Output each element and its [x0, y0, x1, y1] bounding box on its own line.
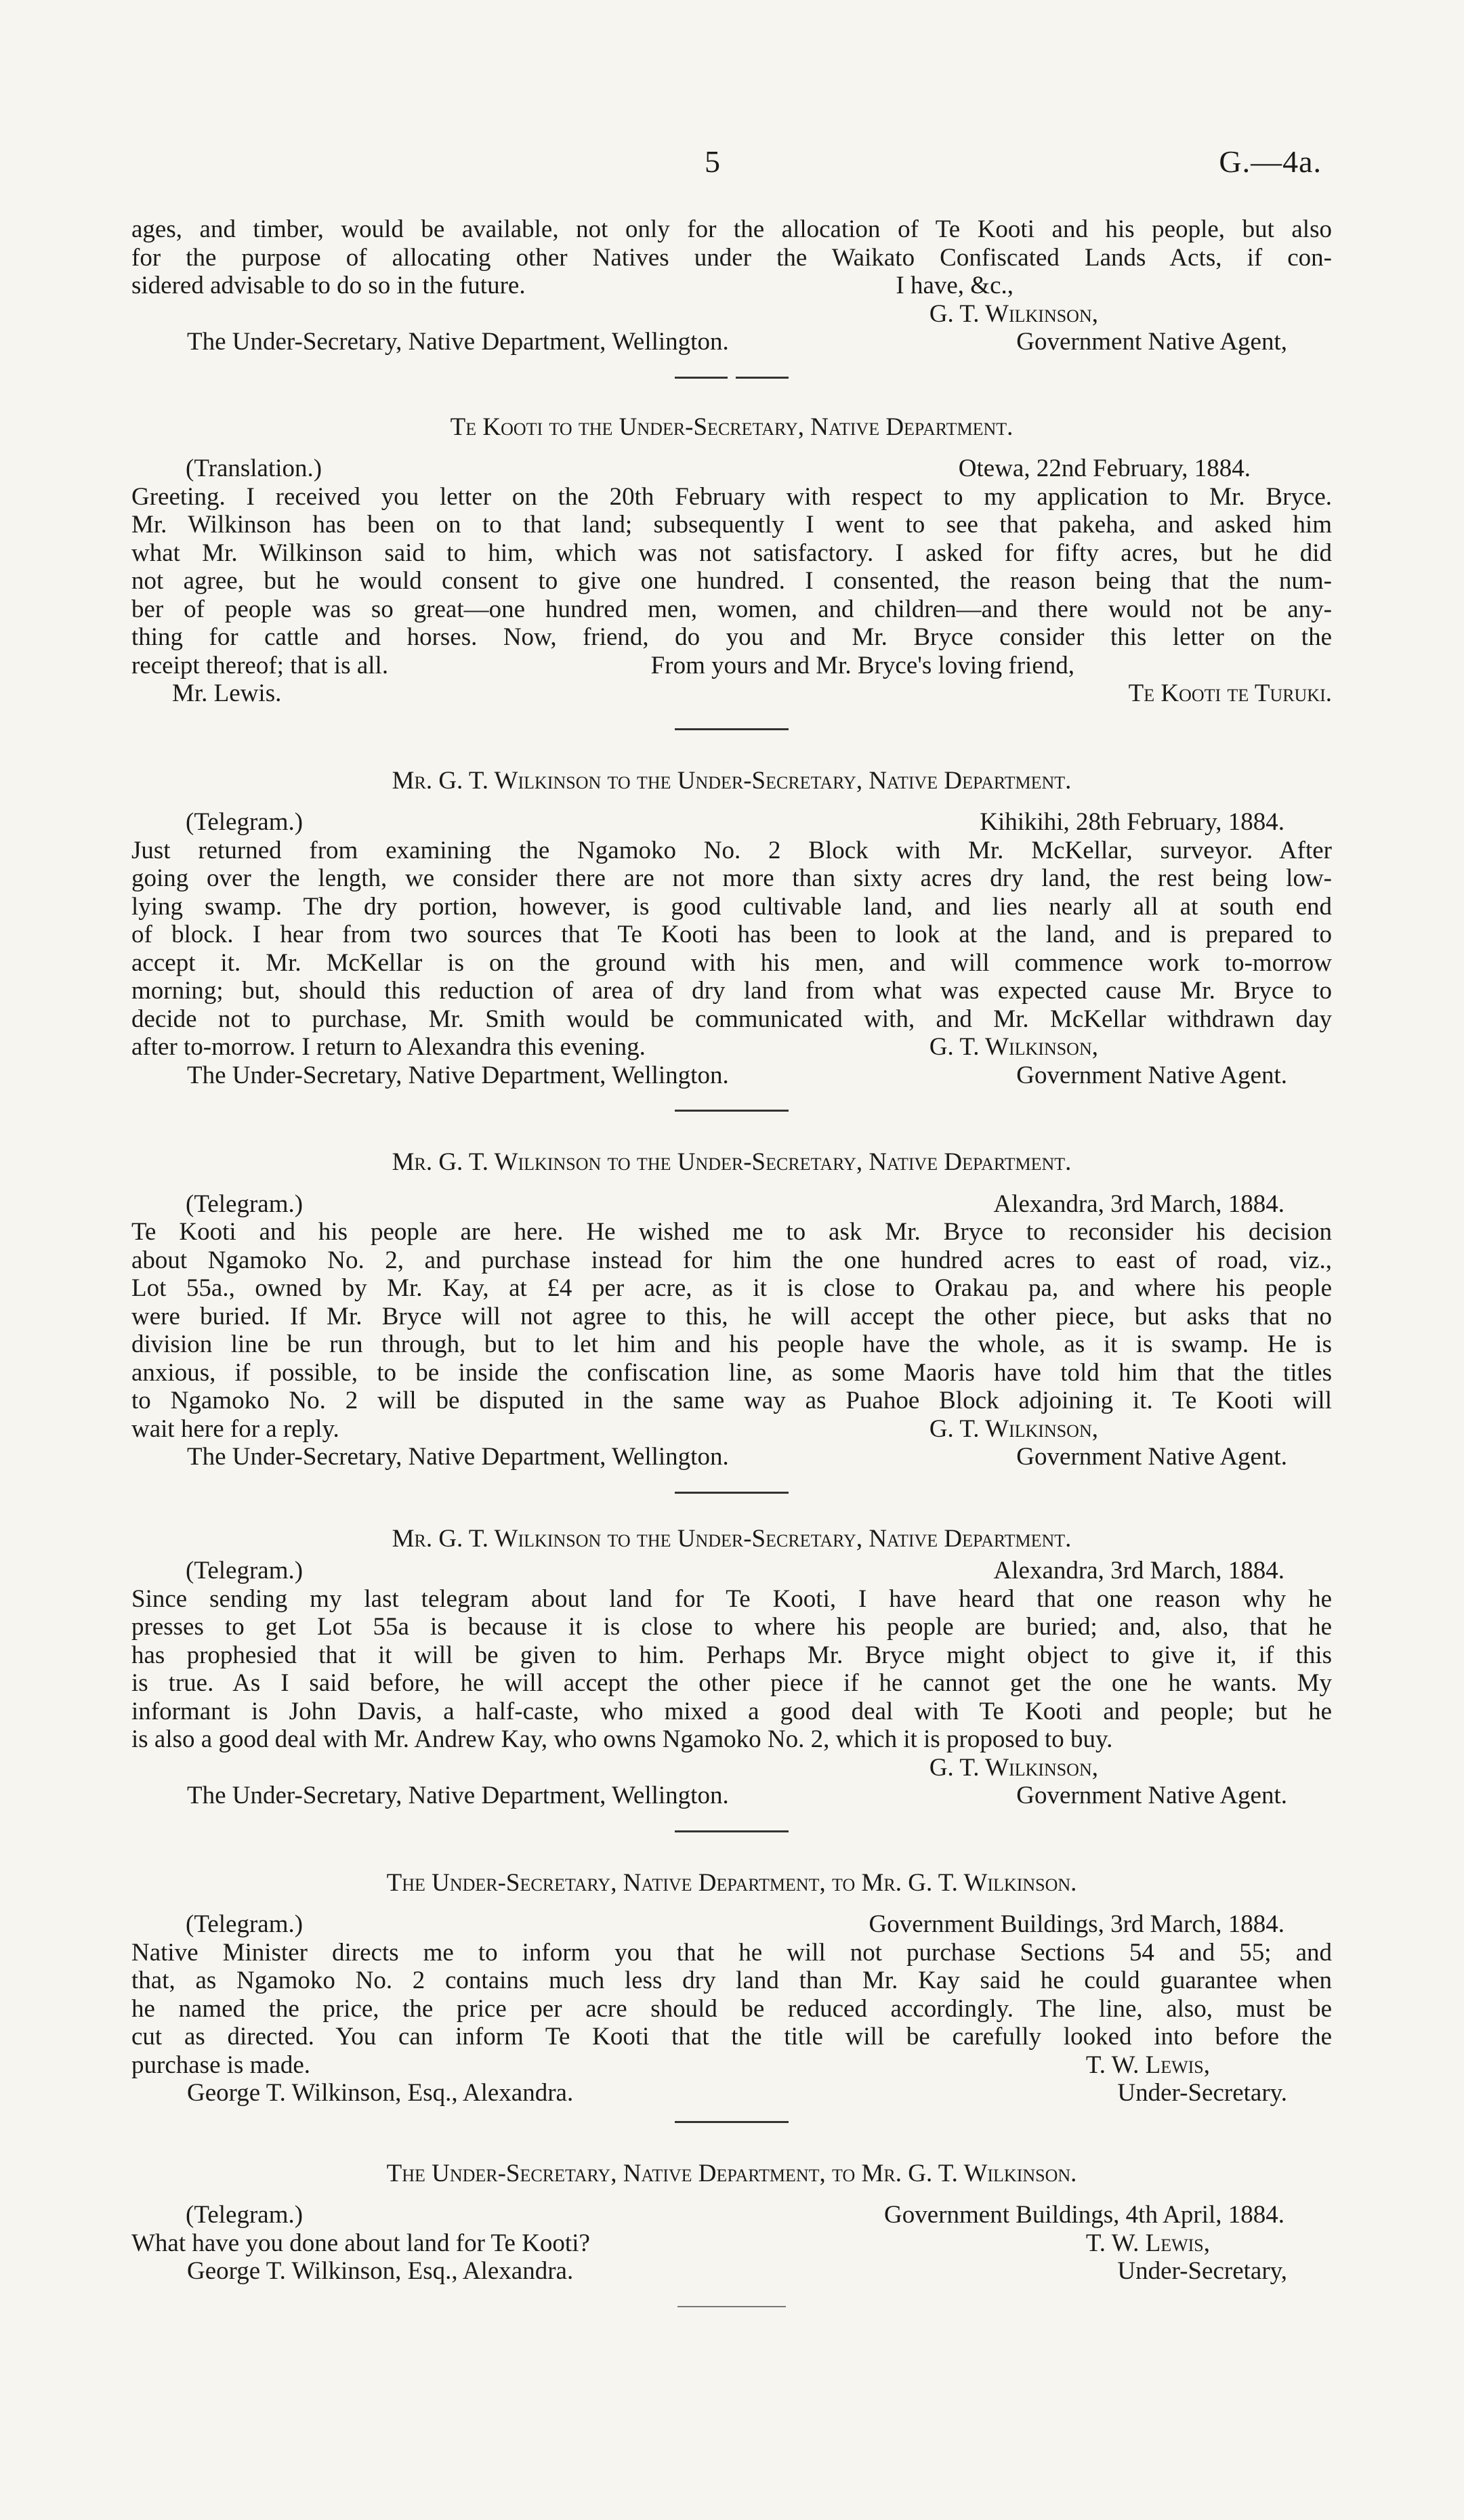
section-divider — [675, 1830, 789, 1832]
addressee: George T. Wilkinson, Esq., Alexandra. — [187, 2079, 574, 2107]
letter-heading: Mr. G. T. Wilkinson to the Under-Secretary, Native Department. — [392, 1524, 1072, 1553]
section-divider — [675, 728, 789, 730]
letter-type: (Telegram.) — [186, 1557, 304, 1584]
letter-type: (Telegram.) — [186, 808, 304, 836]
letter-heading: The Under-Secretary, Native Department, to Mr. G. T. Wilkinson. — [386, 1868, 1077, 1897]
letter-2 — [131, 767, 1332, 1090]
letter-type: (Telegram.) — [186, 2201, 304, 2229]
body-line: decide not to purchase, Mr. Smith would be communicated with, and Mr. McKellar withdrawn day — [131, 1005, 1332, 1033]
body-line: were buried. If Mr. Bryce will not agree to this, he will accept the other piece, but asks that no — [131, 1302, 1332, 1330]
place-date: Government Buildings, 3rd March, 1884. — [869, 1910, 1284, 1938]
closing: I have, &c., — [896, 272, 1013, 299]
place-date: Alexandra, 3rd March, 1884. — [993, 1557, 1284, 1584]
body-line: Mr. Wilkinson has been on to that land; subsequently I went to see that pakeha, and asked him — [131, 511, 1332, 539]
place-date: Government Buildings, 4th April, 1884. — [884, 2201, 1284, 2229]
signature: G. T. Wilkinson, — [929, 1414, 1098, 1443]
body-line: Native Minister directs me to inform you that he will not purchase Sections 54 and 55; and — [131, 1938, 1332, 1967]
signature: G. T. Wilkinson, — [929, 299, 1098, 328]
letter-heading: Mr. G. T. Wilkinson to the Under-Secretary, Native Department. — [392, 766, 1072, 795]
body-line: that, as Ngamoko No. 2 contains much less dry land than Mr. Kay said he could guarantee when — [131, 1967, 1332, 1994]
addressee: Mr. Lewis. — [172, 679, 282, 707]
signatory-title: Government Native Agent. — [1016, 1061, 1287, 1089]
intro-section — [131, 215, 1332, 356]
signature: T. W. Lewis, — [1085, 2229, 1210, 2257]
letter-heading: Mr. G. T. Wilkinson to the Under-Secretary, Native Department. — [392, 1148, 1072, 1176]
body-line: cut as directed. You can inform Te Kooti that the title will be carefully looked into before the — [131, 2023, 1332, 2051]
page-number: 5 — [705, 144, 720, 179]
body-line: lying swamp. The dry portion, however, is good cultivable land, and lies nearly all at south end — [131, 892, 1332, 921]
place-date: Otewa, 22nd February, 1884. — [958, 455, 1251, 482]
body-line: receipt thereof; that is all. — [131, 651, 389, 679]
letter-6 — [131, 2160, 1332, 2286]
body-line: is true. As I said before, he will accept the other piece if he cannot get the one he wants. My — [131, 1669, 1332, 1697]
body-line: purchase is made. — [131, 2051, 311, 2079]
body-line: Lot 55a., owned by Mr. Kay, at £4 per acre, as it is close to Orakau pa, and where his people — [131, 1274, 1332, 1302]
body-line: Greeting. I received you letter on the 20th February with respect to my application to Mr. Bryce. — [131, 482, 1332, 511]
signatory-title: Under-Secretary. — [1117, 2079, 1287, 2107]
body-line: after to-morrow. I return to Alexandra this evening. — [131, 1033, 646, 1061]
body-line: ber of people was so great—one hundred men, women, and children—and there would not be any- — [131, 595, 1332, 623]
letter-4 — [131, 1525, 1332, 1810]
place-date: Kihikihi, 28th February, 1884. — [980, 808, 1284, 836]
body-line: anxious, if possible, to be inside the confiscation line, as some Maoris have told him that the titles — [131, 1358, 1332, 1387]
addressee: George T. Wilkinson, Esq., Alexandra. — [187, 2257, 574, 2285]
letter-heading: Te Kooti to the Under-Secretary, Native Department. — [450, 413, 1013, 441]
addressee: The Under-Secretary, Native Department, Wellington. — [187, 328, 729, 356]
document-body — [131, 215, 1332, 2307]
letter-type: (Telegram.) — [186, 1190, 304, 1218]
signature: Te Kooti te Turuki. — [1128, 679, 1332, 707]
body-line: thing for cattle and horses. Now, friend, do you and Mr. Bryce consider this letter on the — [131, 623, 1332, 651]
letter-type: (Translation.) — [186, 455, 322, 482]
section-divider — [675, 1110, 789, 1112]
body-line: What have you done about land for Te Kooti? — [131, 2229, 590, 2257]
body-line: sidered advisable to do so in the future. — [131, 272, 526, 299]
body-line: has prophesied that it will be given to him. Perhaps Mr. Bryce might object to give it, if this — [131, 1641, 1332, 1669]
addressee: The Under-Secretary, Native Department, Wellington. — [187, 1061, 729, 1089]
body-line: ages, and timber, would be available, not only for the allocation of Te Kooti and his people, but also — [131, 215, 1332, 243]
body-line: what Mr. Wilkinson said to him, which was not satisfactory. I asked for fifty acres, but he did — [131, 539, 1332, 567]
signatory-title: Under-Secretary, — [1117, 2257, 1287, 2285]
body-line: accept it. Mr. McKellar is on the ground with his men, and will commence work to-morrow — [131, 948, 1332, 977]
body-line: to Ngamoko No. 2 will be disputed in the same way as Puahoe Block adjoining it. Te Kooti will — [131, 1387, 1332, 1414]
body-line: going over the length, we consider there are not more than sixty acres dry land, the rest being low- — [131, 864, 1332, 892]
body-line: morning; but, should this reduction of area of dry land from what was expected cause Mr. Bryce to — [131, 977, 1332, 1005]
body-line: wait here for a reply. — [131, 1414, 339, 1443]
addressee: The Under-Secretary, Native Department, Wellington. — [187, 1443, 729, 1471]
body-line: Since sending my last telegram about land for Te Kooti, I have heard that one reason why he — [131, 1584, 1332, 1613]
letter-heading: The Under-Secretary, Native Department, to Mr. G. T. Wilkinson. — [386, 2159, 1077, 2187]
signatory-title: Government Native Agent. — [1016, 1782, 1287, 1809]
body-line: presses to get Lot 55a is because it is close to where his people are buried; and, also, that he — [131, 1613, 1332, 1641]
body-line: for the purpose of allocating other Natives under the Waikato Confiscated Lands Acts, if con- — [131, 243, 1332, 272]
body-line: of block. I hear from two sources that Te Kooti has been to look at the land, and is prepared to — [131, 921, 1332, 948]
signatory-title: Government Native Agent. — [1016, 1443, 1287, 1471]
section-divider — [677, 2306, 786, 2307]
section-divider — [675, 1492, 789, 1494]
body-line: informant is John Davis, a half-caste, who mixed a good deal with Te Kooti and people; but he — [131, 1697, 1332, 1725]
body-line: is also a good deal with Mr. Andrew Kay, who owns Ngamoko No. 2, which it is proposed to buy. — [131, 1725, 1113, 1753]
body-line: Just returned from examining the Ngamoko No. 2 Block with Mr. McKellar, surveyor. After — [131, 836, 1332, 864]
place-date: Alexandra, 3rd March, 1884. — [993, 1190, 1284, 1218]
closing: From yours and Mr. Bryce's loving friend, — [650, 651, 1074, 679]
letter-3 — [131, 1148, 1332, 1471]
letter-type: (Telegram.) — [186, 1910, 304, 1938]
body-line: Te Kooti and his people are here. He wished me to ask Mr. Bryce to reconsider his decision — [131, 1218, 1332, 1246]
addressee: The Under-Secretary, Native Department, Wellington. — [187, 1782, 729, 1809]
letter-1 — [131, 413, 1332, 708]
signature: G. T. Wilkinson, — [929, 1753, 1098, 1782]
body-line: about Ngamoko No. 2, and purchase instead for him the one hundred acres to east of road, viz., — [131, 1246, 1332, 1274]
body-line: not agree, but he would consent to give one hundred. I consented, the reason being that the num- — [131, 567, 1332, 595]
document-reference: G.—4a. — [1219, 144, 1322, 179]
letter-5 — [131, 1869, 1332, 2107]
signature: T. W. Lewis, — [1085, 2051, 1210, 2079]
body-line: division line be run through, but to let him and his people have the whole, as it is swamp. He is — [131, 1330, 1332, 1358]
body-line: he named the price, the price per acre should be reduced accordingly. The line, also, must be — [131, 1994, 1332, 2023]
signatory-title: Government Native Agent, — [1016, 328, 1287, 356]
section-divider — [675, 2121, 789, 2123]
signature: G. T. Wilkinson, — [929, 1033, 1098, 1061]
